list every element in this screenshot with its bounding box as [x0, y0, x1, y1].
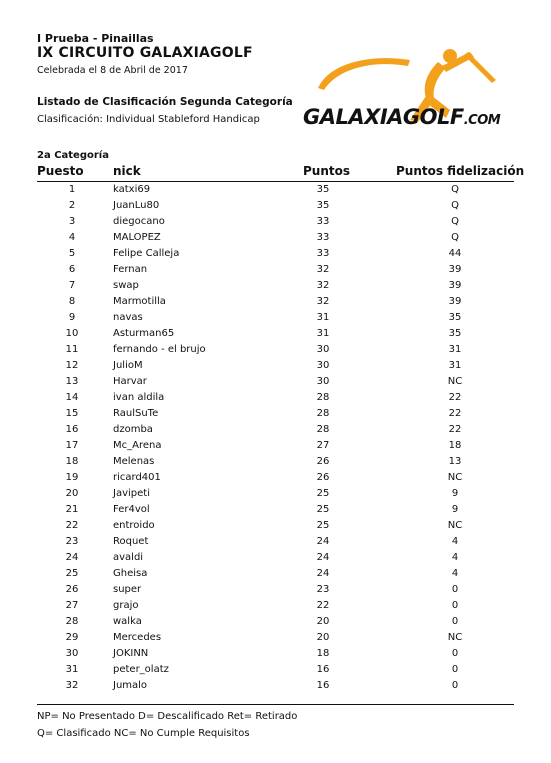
cell-nick: Javipeti [113, 488, 150, 499]
cell-puntos: 32 [316, 296, 330, 307]
cell-nick: JOKINN [113, 648, 149, 659]
cell-fidelizacion: NC [447, 472, 463, 483]
table-row [37, 182, 514, 198]
cell-puesto: 11 [65, 344, 79, 355]
cell-puesto: 24 [65, 552, 79, 563]
cell-puntos: 28 [316, 392, 330, 403]
cell-puesto: 22 [65, 520, 79, 531]
logo-wordmark [303, 105, 500, 129]
table-row [37, 534, 514, 550]
cell-fidelizacion: 9 [451, 504, 459, 515]
cell-puntos: 35 [316, 200, 330, 211]
table-row [37, 326, 514, 342]
cell-nick: Fer4vol [113, 504, 150, 515]
table-row [37, 518, 514, 534]
footer-divider [37, 704, 514, 705]
cell-puesto: 6 [68, 264, 76, 275]
cell-nick: grajo [113, 600, 139, 611]
cell-puesto: 1 [68, 184, 76, 195]
cell-puesto: 21 [65, 504, 79, 515]
cell-fidelizacion: 4 [451, 536, 459, 547]
cell-fidelizacion: Q [451, 200, 459, 211]
cell-puesto: 15 [65, 408, 79, 419]
cell-nick: super [113, 584, 142, 595]
cell-puesto: 28 [65, 616, 79, 627]
cell-fidelizacion: 0 [451, 680, 459, 691]
cell-nick: Fernan [113, 264, 148, 275]
cell-puntos: 31 [316, 312, 330, 323]
cell-nick: katxi69 [113, 184, 151, 195]
category-label: 2a Categoría [37, 150, 109, 161]
cell-nick: Marmotilla [113, 296, 166, 307]
table-row [37, 294, 514, 310]
table-row [37, 422, 514, 438]
table-row [37, 438, 514, 454]
table-row [37, 502, 514, 518]
cell-fidelizacion: 0 [451, 616, 459, 627]
cell-puesto: 17 [65, 440, 79, 451]
table-row [37, 454, 514, 470]
cell-puntos: 33 [316, 248, 330, 259]
table-row [37, 630, 514, 646]
table-row [37, 598, 514, 614]
cell-fidelizacion: 0 [451, 600, 459, 611]
cell-puesto: 8 [68, 296, 76, 307]
cell-puesto: 29 [65, 632, 79, 643]
table-row [37, 566, 514, 582]
cell-puesto: 16 [65, 424, 79, 435]
cell-puntos: 31 [316, 328, 330, 339]
table-row [37, 550, 514, 566]
legend-line-1: NP= No Presentado D= Descalificado Ret= Retirado [37, 711, 298, 722]
cell-nick: JuanLu80 [113, 200, 160, 211]
cell-puntos: 18 [316, 648, 330, 659]
cell-puntos: 30 [316, 376, 330, 387]
table-row [37, 486, 514, 502]
cell-puntos: 16 [316, 680, 330, 691]
cell-fidelizacion: 13 [448, 456, 462, 467]
cell-puesto: 13 [65, 376, 79, 387]
cell-nick: MALOPEZ [113, 232, 161, 243]
cell-nick: JulioM [113, 360, 143, 371]
table-row [37, 262, 514, 278]
cell-puntos: 24 [316, 536, 330, 547]
cell-fidelizacion: 39 [448, 264, 462, 275]
cell-puesto: 32 [65, 680, 79, 691]
table-row [37, 246, 514, 262]
cell-nick: entroido [113, 520, 155, 531]
cell-puesto: 30 [65, 648, 79, 659]
cell-puesto: 20 [65, 488, 79, 499]
cell-fidelizacion: 35 [448, 328, 462, 339]
cell-puntos: 20 [316, 632, 330, 643]
cell-puesto: 27 [65, 600, 79, 611]
cell-puesto: 9 [68, 312, 76, 323]
cell-puesto: 2 [68, 200, 76, 211]
cell-fidelizacion: 4 [451, 552, 459, 563]
column-header-fidelizacion: Puntos fidelización [396, 164, 525, 178]
cell-puesto: 31 [65, 664, 79, 675]
cell-fidelizacion: 39 [448, 280, 462, 291]
cell-fidelizacion: 35 [448, 312, 462, 323]
cell-puesto: 26 [65, 584, 79, 595]
cell-nick: RaulSuTe [113, 408, 159, 419]
table-row [37, 678, 514, 694]
cell-puesto: 4 [68, 232, 76, 243]
cell-puesto: 19 [65, 472, 79, 483]
cell-fidelizacion: 44 [448, 248, 462, 259]
classification-table [37, 182, 514, 694]
cell-nick: dzomba [113, 424, 153, 435]
table-row [37, 230, 514, 246]
event-stage: I Prueba - Pinaillas [37, 32, 154, 45]
cell-nick: diegocano [113, 216, 165, 227]
table-row [37, 374, 514, 390]
cell-puesto: 10 [65, 328, 79, 339]
logo-text-galaxia: GALAXIA [303, 105, 403, 129]
cell-puesto: 3 [68, 216, 76, 227]
column-header-nick: nick [113, 164, 141, 178]
cell-nick: Roquet [113, 536, 149, 547]
event-date: Celebrada el 8 de Abril de 2017 [37, 65, 188, 76]
cell-puntos: 16 [316, 664, 330, 675]
cell-puesto: 5 [68, 248, 76, 259]
table-row [37, 646, 514, 662]
cell-fidelizacion: NC [447, 632, 463, 643]
table-row [37, 342, 514, 358]
table-row [37, 390, 514, 406]
cell-fidelizacion: 0 [451, 648, 459, 659]
cell-puntos: 28 [316, 424, 330, 435]
cell-nick: ricard401 [113, 472, 161, 483]
cell-nick: ivan aldila [113, 392, 165, 403]
table-row [37, 470, 514, 486]
cell-nick: navas [113, 312, 143, 323]
table-row [37, 214, 514, 230]
cell-nick: Mercedes [113, 632, 162, 643]
classification-type: Clasificación: Individual Stableford Handicap [37, 114, 260, 125]
cell-puntos: 24 [316, 552, 330, 563]
cell-nick: fernando - el brujo [113, 344, 206, 355]
cell-nick: avaldi [113, 552, 144, 563]
cell-nick: Mc_Arena [113, 440, 162, 451]
cell-puesto: 18 [65, 456, 79, 467]
cell-fidelizacion: 0 [451, 664, 459, 675]
cell-fidelizacion: 31 [448, 360, 462, 371]
cell-puntos: 32 [316, 264, 330, 275]
cell-nick: Jumalo [113, 680, 148, 691]
cell-fidelizacion: 22 [448, 424, 462, 435]
table-row [37, 278, 514, 294]
cell-fidelizacion: 4 [451, 568, 459, 579]
cell-fidelizacion: Q [451, 232, 459, 243]
cell-fidelizacion: NC [447, 520, 463, 531]
logo-text-golf: GOLF [402, 105, 464, 129]
cell-nick: walka [113, 616, 142, 627]
cell-puntos: 23 [316, 584, 330, 595]
column-header-puntos: Puntos [303, 164, 351, 178]
cell-fidelizacion: Q [451, 184, 459, 195]
table-row [37, 582, 514, 598]
cell-puesto: 25 [65, 568, 79, 579]
table-row [37, 406, 514, 422]
cell-puntos: 20 [316, 616, 330, 627]
cell-fidelizacion: 22 [448, 392, 462, 403]
cell-puntos: 33 [316, 216, 330, 227]
cell-puesto: 23 [65, 536, 79, 547]
cell-puntos: 33 [316, 232, 330, 243]
cell-puntos: 28 [316, 408, 330, 419]
listing-title: Listado de Clasificación Segunda Categoría [37, 96, 293, 108]
cell-fidelizacion: 18 [448, 440, 462, 451]
cell-fidelizacion: NC [447, 376, 463, 387]
cell-puntos: 25 [316, 504, 330, 515]
table-row [37, 358, 514, 374]
cell-puntos: 24 [316, 568, 330, 579]
cell-nick: Melenas [113, 456, 155, 467]
cell-puntos: 27 [316, 440, 330, 451]
cell-puntos: 32 [316, 280, 330, 291]
column-header-puesto: Puesto [37, 164, 84, 178]
cell-nick: Felipe Calleja [113, 248, 180, 259]
cell-puntos: 26 [316, 456, 330, 467]
table-row [37, 614, 514, 630]
cell-fidelizacion: Q [451, 216, 459, 227]
cell-fidelizacion: 39 [448, 296, 462, 307]
circuit-title: IX CIRCUITO GALAXIAGOLF [37, 45, 253, 61]
cell-puntos: 30 [316, 344, 330, 355]
legend-line-2: Q= Clasificado NC= No Cumple Requisitos [37, 728, 250, 739]
logo-text-dotcom: .COM [463, 113, 501, 128]
cell-puntos: 35 [316, 184, 330, 195]
cell-puntos: 25 [316, 488, 330, 499]
cell-fidelizacion: 31 [448, 344, 462, 355]
cell-nick: Asturman65 [113, 328, 175, 339]
cell-nick: swap [113, 280, 139, 291]
cell-puesto: 12 [65, 360, 79, 371]
cell-puntos: 22 [316, 600, 330, 611]
cell-puesto: 14 [65, 392, 79, 403]
cell-fidelizacion: 0 [451, 584, 459, 595]
cell-fidelizacion: 9 [451, 488, 459, 499]
cell-puesto: 7 [68, 280, 76, 291]
cell-nick: peter_olatz [113, 664, 169, 675]
cell-puntos: 26 [316, 472, 330, 483]
cell-puntos: 30 [316, 360, 330, 371]
table-row [37, 198, 514, 214]
cell-nick: Gheisa [113, 568, 148, 579]
cell-nick: Harvar [113, 376, 147, 387]
table-row [37, 662, 514, 678]
cell-fidelizacion: 22 [448, 408, 462, 419]
cell-puntos: 25 [316, 520, 330, 531]
table-row [37, 310, 514, 326]
